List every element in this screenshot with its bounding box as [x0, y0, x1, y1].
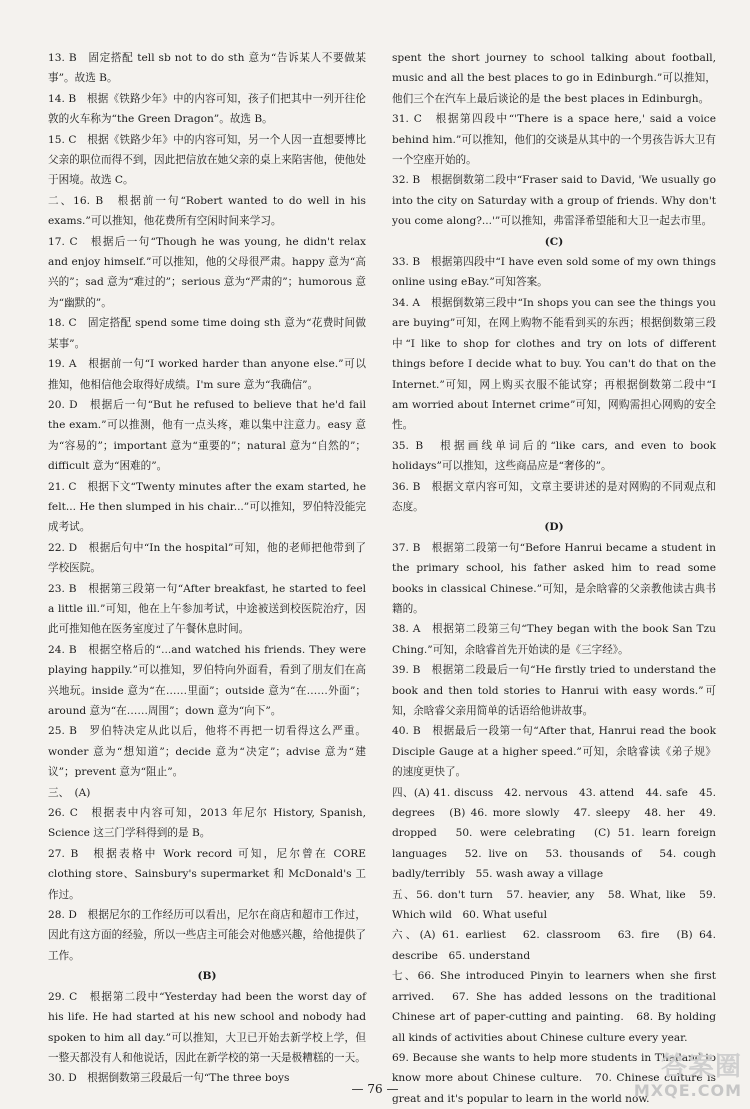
- section-four-answers: 四、(A) 41. discuss 42. nervous 43. attend 44. safe 45. degrees (B) 46. more slowly 47. sleepy 48. her 49. dropped 50. were celebrating (C) 51. learn foreign languages 52. live on 53. thousands of 54. cough badly/terribly 55. wash away a village: [392, 786, 716, 881]
- answer-34: 34. A 根据倒数第三段中“In shops you can see the things you are buying”可知，在网上购物不能看到买的东西；根据倒数第三段中“I like to shop for clothes and try on lots of different things before I decide what to buy. You can't do that on the Internet.”可知，网上购买衣服不能试穿；再根据倒数第二段中“I am worried about Internet crime”可知，网购需担心网购的安全性。: [392, 296, 716, 432]
- answer-29: 29. C 根据第二段中“Yesterday had been the worst day of his life. He had started at his new school and nobody had spoken to him all day.”可以推知，大卫已开始去新学校上学，但一整天都没有人和他说话，因此在新学校的第一天是极糟糕的一天。: [48, 990, 366, 1064]
- answer-40: 40. B 根据最后一段第一句“After that, Hanrui read the book Disciple Gauge at a higher speed.”可知，余晗睿读《弟子规》的速度更快了。: [392, 725, 716, 779]
- answer-18: 18. C 固定搭配 spend some time doing sth 意为“花费时间做某事”。: [48, 317, 366, 350]
- watermark-logo: [633, 1052, 742, 1103]
- answer-24: 24. B 根据空格后的“...and watched his friends. They were playing happily.”可以推知，罗伯特向外面看，看到了朋友们在高兴地玩。inside 意为“在……里面”；outside 意为“在……外面”；around 意为“在……周围”；down 意为“向下”。: [48, 643, 366, 717]
- answer-25: 25. B 罗伯特决定从此以后，他将不再把一切看得这么严重。wonder 意为“想知道”；decide 意为“决定”；advise 意为“建议”；prevent 意为“阻止”。: [48, 725, 366, 779]
- answer-14: 14. B 根据《铁路少年》中的内容可知，孩子们把其中一列开往伦敦的火车称为“the Green Dragon”。故选 B。: [48, 92, 366, 126]
- answer-22: 22. D 根据后句中“In the hospital”可知，他的老师把他带到了学校医院。: [48, 541, 366, 575]
- answer-35: 35. B 根据画线单词后的“like cars, and even to book holidays”可以推知，这些商品应是“奢侈的”。: [392, 439, 716, 473]
- answer-26: 26. C 根据表中内容可知，2013 年尼尔 History, Spanish, Science 这三门学科得到的是 B。: [48, 807, 366, 840]
- answer-39: 39. B 根据第二段最后一句“He firstly tried to understand the book and then told stories to Hanrui with easy words.”可知，余晗睿父亲用简单的话语给他讲故事。: [392, 664, 716, 717]
- watermark-text: 答案圈: [660, 1052, 742, 1082]
- page-number: — 76 —: [351, 1082, 399, 1096]
- answer-17: 17. C 根据后一句“Though he was young, he didn't relax and enjoy himself.”可以推知，他的父母很严肃。happy 意为“高兴的”；sad 意为“难过的”；serious 意为“严肃的”；humorous 意为“幽默的”。: [48, 235, 366, 309]
- section-five-answers: 五、56. don't turn 57. heavier, any 58. What, like 59. Which wild 60. What useful: [392, 888, 716, 922]
- answer-16: 二、16. B 根据前一句“Robert wanted to do well in his exams.”可以推知，他花费所有空闲时间来学习。: [48, 194, 366, 228]
- answer-21: 21. C 根据下文“Twenty minutes after the exam started, he felt... He then slumped in his chair...”可以推知，罗伯特没能完成考试。: [48, 480, 366, 534]
- answer-23: 23. B 根据第三段第一句“After breakfast, he started to feel a little ill.”可知，他在上午参加考试，中途被送到校医院治疗，因此可推知他在医务室度过了午餐休息时间。: [48, 582, 366, 636]
- answer-36: 36. B 根据文章内容可知，文章主要讲述的是对网购的不同观点和态度。: [392, 480, 716, 513]
- left-column: [48, 48, 366, 1089]
- section-d-heading: (D): [544, 521, 564, 534]
- watermark-url: MXQE.COM: [633, 1081, 742, 1100]
- right-column: [392, 48, 716, 1109]
- section-seven-answers-cont: 69. Because she wants to help more students in Thailand to know more about Chinese culture. 70. Chinese culture is great and it's popular to learn in the world now.: [392, 1051, 716, 1105]
- answer-15: 15. C 根据《铁路少年》中的内容可知，另一个人因一直想要博比父亲的职位而得不到，因此把信放在她父亲的桌上来陷害他，使他处于困境。故选 C。: [48, 133, 366, 187]
- section-b-heading: (B): [197, 970, 217, 983]
- section-three-heading: 三、 (A): [48, 786, 91, 799]
- section-six-answers: 六、(A) 61. earliest 62. classroom 63. fire (B) 64. describe 65. understand: [392, 929, 716, 962]
- answer-19: 19. A 根据前一句“I worked harder than anyone else.”可以推知，他相信他会取得好成绩。I'm sure 意为“我确信”。: [48, 358, 366, 391]
- answer-30: 30. D 根据倒数第三段最后一句“The three boys: [48, 1072, 290, 1085]
- answer-20: 20. D 根据后一句“But he refused to believe that he'd fail the exam.”可以推测，他有一点头疼，难以集中注意力。easy 意为“容易的”；important 意为“重要的”；natural 意为“自然的”；difficult 意为“困难的”。: [48, 398, 366, 473]
- answer-32: 32. B 根据倒数第二段中“Fraser said to David, 'We usually go into the city on Saturday with a group of friends. Why don't you come along?...'”可以推知，弗雷泽希望能和大卫一起去市里。: [392, 174, 716, 228]
- answer-33: 33. B 根据第四段中“I have even sold some of my own things online using eBay.”可知答案。: [392, 256, 716, 289]
- answer-30-cont: spent the short journey to school talking about football, music and all the best places to go in Edinburgh.”可以推知，他们三个在汽车上最后谈论的是 the best places in Edinburgh。: [392, 52, 716, 105]
- answer-37: 37. B 根据第二段第一句“Before Hanrui became a student in the primary school, his father asked him to read some books in classical Chinese.”可知，是余晗睿的父亲教他读古典书籍的。: [392, 541, 716, 615]
- section-seven-answers: 七、66. She introduced Pinyin to learners when she first arrived. 67. She has added lessons on the traditional Chinese art of paper-cutting and painting. 68. By holding all kinds of activities about Chinese culture every year.: [392, 970, 716, 1044]
- answer-27: 27. B 根据表格中 Work record 可知，尼尔曾在 CORE clothing store、Sainsbury's supermarket 和 McDonald's 工作过。: [48, 847, 366, 901]
- answer-38: 38. A 根据第二段第三句“They began with the book San Tzu Ching.”可知，余晗睿首先开始读的是《三字经》。: [392, 623, 716, 656]
- answer-28: 28. D 根据尼尔的工作经历可以看出，尼尔在商店和超市工作过，因此有这方面的经验，所以一些店主可能会对他感兴趣，给他提供了工作。: [48, 909, 366, 962]
- section-c-heading: (C): [544, 235, 564, 248]
- answer-13: 13. B 固定搭配 tell sb not to do sth 意为“告诉某人不要做某事”。故选 B。: [48, 52, 366, 85]
- answer-31: 31. C 根据第四段中“'There is a space here,' said a voice behind him.”可以推知，他们的交谈是从其中的一个男孩告诉大卫有一个空座开始的。: [392, 113, 716, 167]
